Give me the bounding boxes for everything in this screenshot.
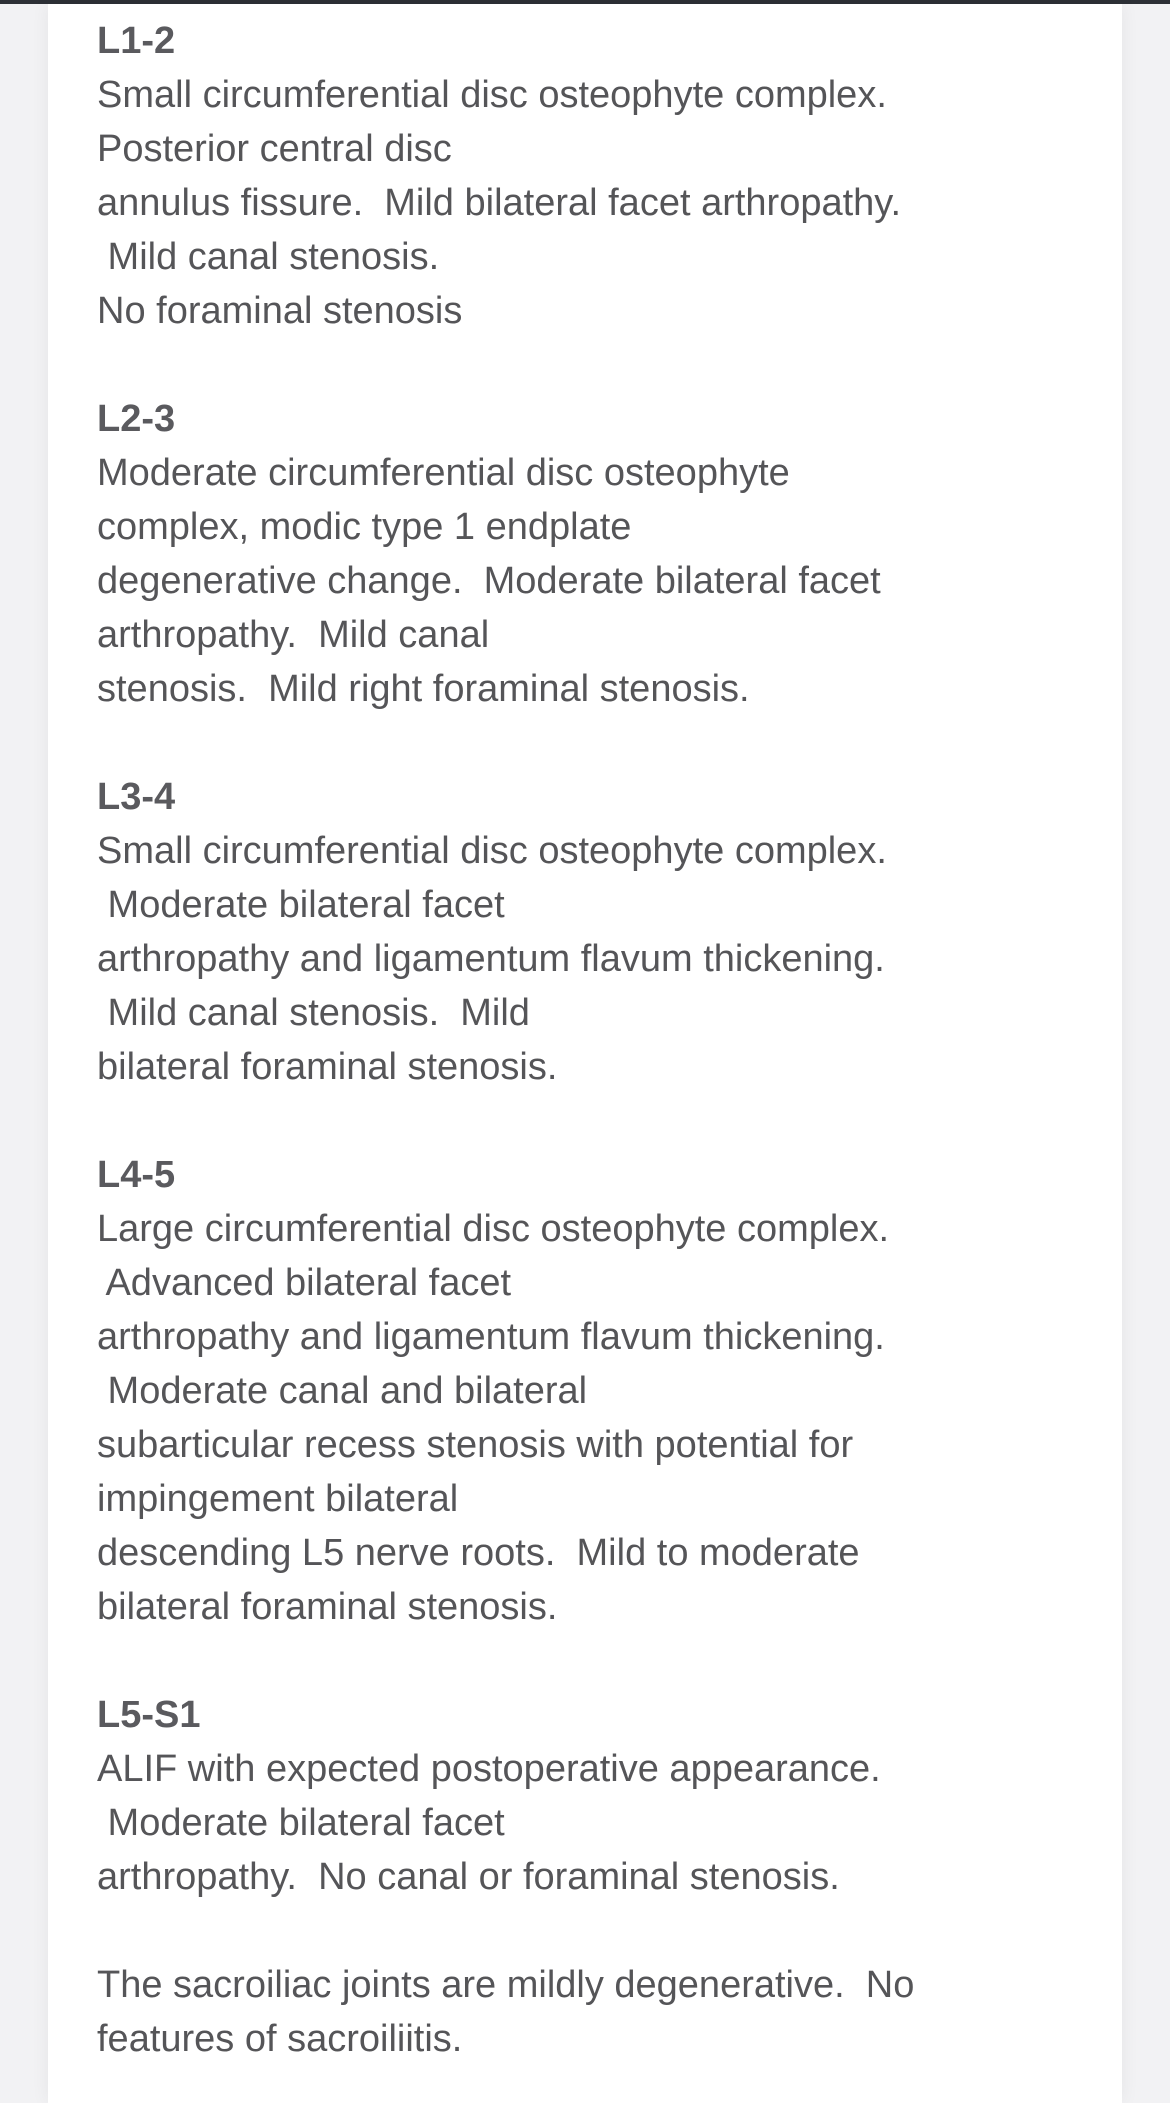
level-heading: L5-S1 [97, 1694, 201, 1736]
finding-line: No foraminal stenosis [97, 290, 463, 332]
level-heading: L4-5 [97, 1154, 176, 1196]
finding-line: Moderate bilateral facet [97, 884, 505, 926]
finding-line: arthropathy. No canal or foraminal stenosis. [97, 1856, 840, 1898]
finding-line: Mild canal stenosis. [97, 236, 440, 278]
finding-line: Moderate circumferential disc osteophyte [97, 452, 790, 494]
finding-line: bilateral foraminal stenosis. [97, 1586, 558, 1628]
closing-line: The sacroiliac joints are mildly degenerative. No [97, 1964, 915, 2006]
finding-line: bilateral foraminal stenosis. [97, 1046, 558, 1088]
finding-line: arthropathy. Mild canal [97, 614, 490, 656]
level-heading: L2-3 [97, 398, 176, 440]
finding-line: subarticular recess stenosis with potential for [97, 1424, 854, 1466]
section-closing [97, 1958, 1107, 2066]
report-findings [97, 14, 1107, 2103]
document-page [48, 4, 1122, 2103]
section-l5-s1 [97, 1688, 1107, 1904]
section-l1-2 [97, 14, 1107, 338]
level-heading: L1-2 [97, 20, 176, 62]
finding-line: stenosis. Mild right foraminal stenosis. [97, 668, 750, 710]
finding-line: arthropathy and ligamentum flavum thickening. [97, 938, 885, 980]
finding-line: complex, modic type 1 endplate [97, 506, 632, 548]
finding-line: Moderate bilateral facet [97, 1802, 505, 1844]
finding-line: Posterior central disc [97, 128, 452, 170]
finding-line: Advanced bilateral facet [97, 1262, 512, 1304]
finding-line: Moderate canal and bilateral [97, 1370, 588, 1412]
closing-line: features of sacroiliitis. [97, 2018, 463, 2060]
finding-line: arthropathy and ligamentum flavum thickening. [97, 1316, 885, 1358]
level-heading: L3-4 [97, 776, 176, 818]
finding-line: Small circumferential disc osteophyte complex. [97, 74, 887, 116]
finding-line: annulus fissure. Mild bilateral facet arthropathy. [97, 182, 902, 224]
section-l2-3 [97, 392, 1107, 716]
finding-line: Mild canal stenosis. Mild [97, 992, 530, 1034]
section-l4-5 [97, 1148, 1107, 1634]
finding-line: degenerative change. Moderate bilateral facet [97, 560, 881, 602]
finding-line: impingement bilateral [97, 1478, 459, 1520]
section-l3-4 [97, 770, 1107, 1094]
finding-line: descending L5 nerve roots. Mild to moderate [97, 1532, 860, 1574]
finding-line: ALIF with expected postoperative appearance. [97, 1748, 881, 1790]
finding-line: Small circumferential disc osteophyte complex. [97, 830, 887, 872]
finding-line: Large circumferential disc osteophyte complex. [97, 1208, 890, 1250]
